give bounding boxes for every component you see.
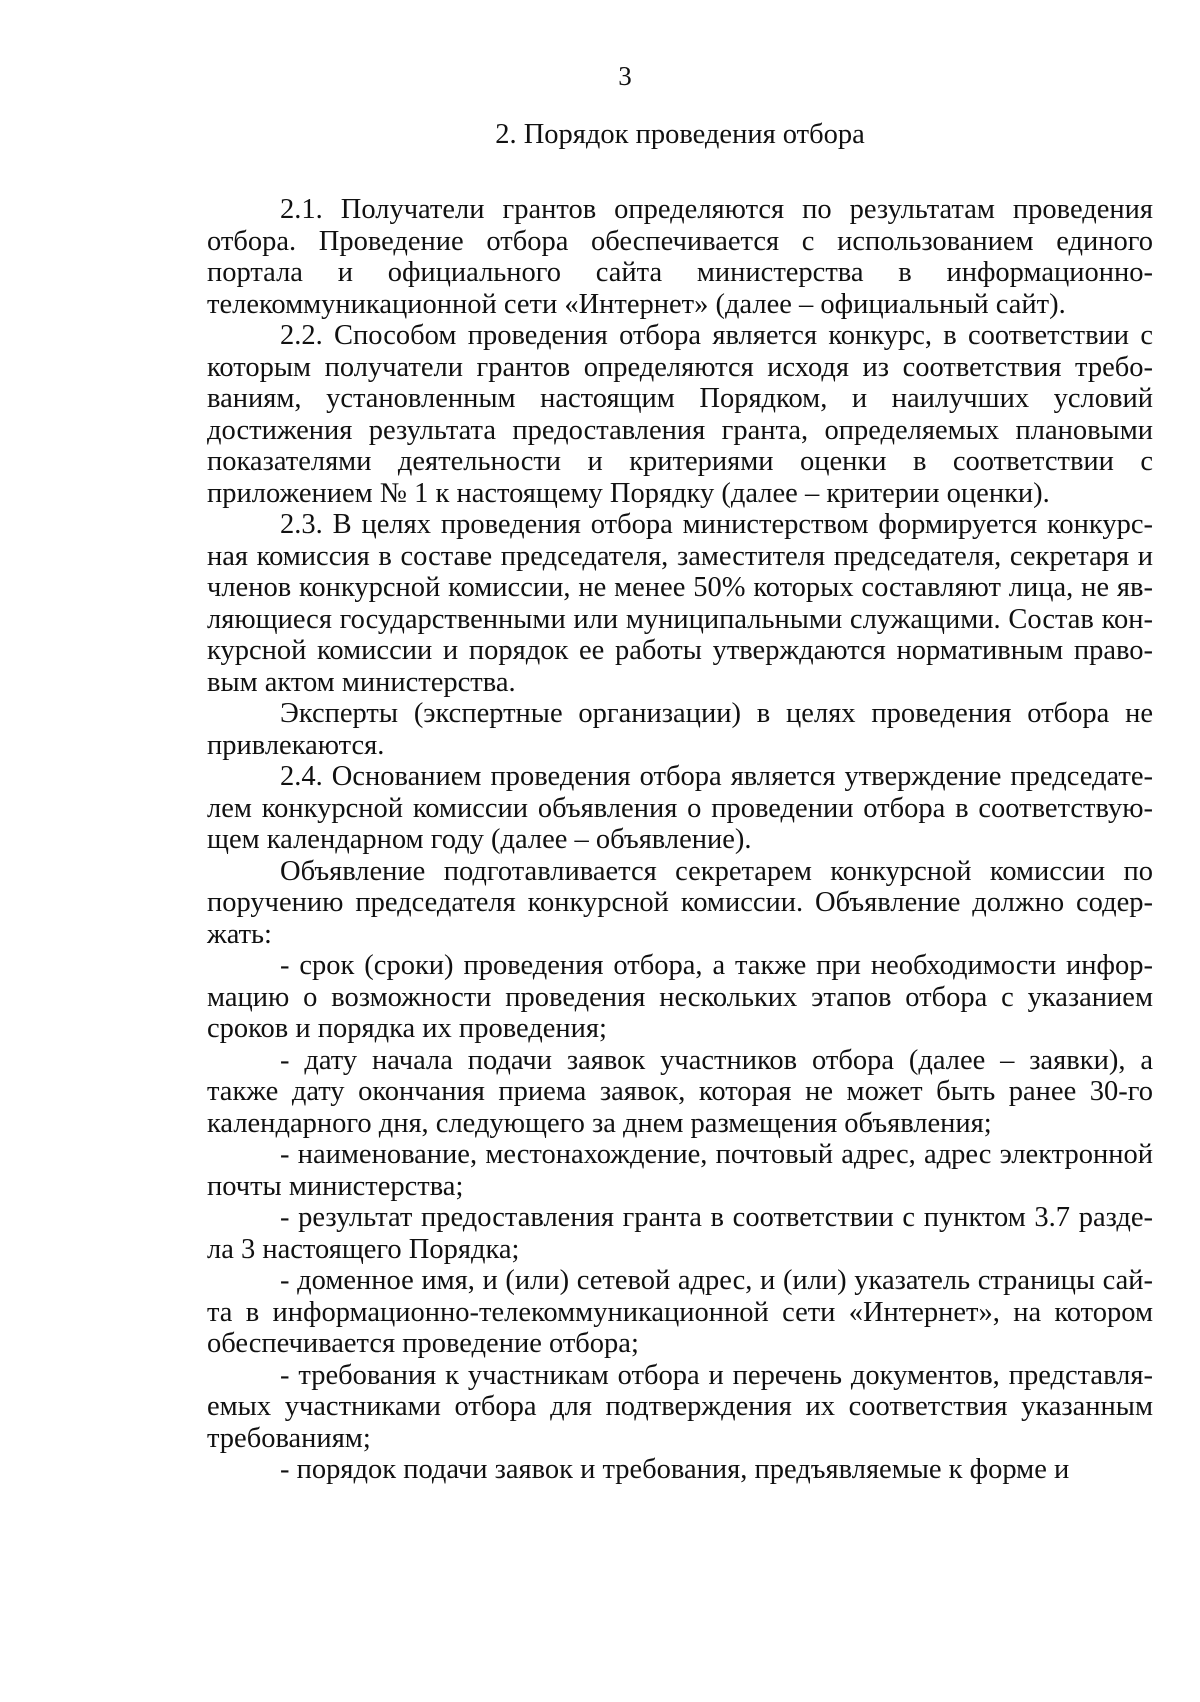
paragraph-experts: Эксперты (экспертные организации) в целях проведения отбора не привлекаются. — [207, 698, 1153, 761]
list-item-result: - результат предоставления гранта в соответствии с пунктом 3.7 раздела 3 настоящего Порядка; — [207, 1202, 1153, 1265]
paragraph-2-1: 2.1. Получатели грантов определяются по результатам проведения отбора. Проведение отбора обеспечивается с использованием единого портала и официального сайта министерства в информационно-телекоммуникационной сети «Интернет» (далее – официальный сайт). — [207, 194, 1153, 320]
list-item-dates: - дату начала подачи заявок участников отбора (далее – заявки), а также дату окончания приема заявок, которая не может быть ранее 30-го календарного дня, следующего за днем размещения объявления; — [207, 1044, 1153, 1139]
paragraph-2-2: 2.2. Способом проведения отбора является конкурс, в соответствии с которым получатели грантов определяются исходя из соответствия требованиям, установленным настоящим Порядком, и наилучших условий достижения результата предоставления гранта, определяемых плановыми показателями деятельности и критериями оценки в соответствии с приложением № 1 к настоящему Порядку (далее – критерии оценки). — [207, 320, 1153, 509]
list-item-requirements: - требования к участникам отбора и перечень документов, представляемых участниками отбора для подтверждения их соответствия указанным требованиям; — [207, 1359, 1153, 1454]
list-item-domain: - доменное имя, и (или) сетевой адрес, и (или) указатель страницы сайта в информационно-телекоммуникационной сети «Интернет», на котором обеспечивается проведение отбора; — [207, 1265, 1153, 1359]
paragraph-2-3: 2.3. В целях проведения отбора министерством формируется конкурсная комиссия в составе председателя, заместителя председателя, секретаря и членов конкурсной комиссии, не менее 50% которых составляют лица, не являющиеся государственными или муниципальными служащими. Состав конкурсной комиссии и порядок ее работы утверждаются нормативным правовым актом министерства. — [207, 509, 1153, 698]
list-item-terms: - срок (сроки) проведения отбора, а также при необходимости информацию о возможности проведения нескольких этапов отбора с указанием сроков и порядка их проведения; — [207, 950, 1153, 1044]
list-item-contacts: - наименование, местонахождение, почтовый адрес, адрес электронной почты министерства; — [207, 1139, 1153, 1202]
list-item-submission: - порядок подачи заявок и требования, предъявляемые к форме и — [280, 1454, 1070, 1485]
paragraph-announcement: Объявление подготавливается секретарем конкурсной комиссии по поручению председателя конкурсной комиссии. Объявление должно содержать: — [207, 855, 1153, 950]
paragraph-2-4: 2.4. Основанием проведения отбора является утверждение председателем конкурсной комиссии объявления о проведении отбора в соответствующем календарном году (далее – объявление). — [207, 761, 1153, 855]
page-number: 3 — [618, 61, 632, 91]
section-title: 2. Порядок проведения отбора — [495, 119, 865, 150]
document-body — [207, 194, 1153, 1486]
